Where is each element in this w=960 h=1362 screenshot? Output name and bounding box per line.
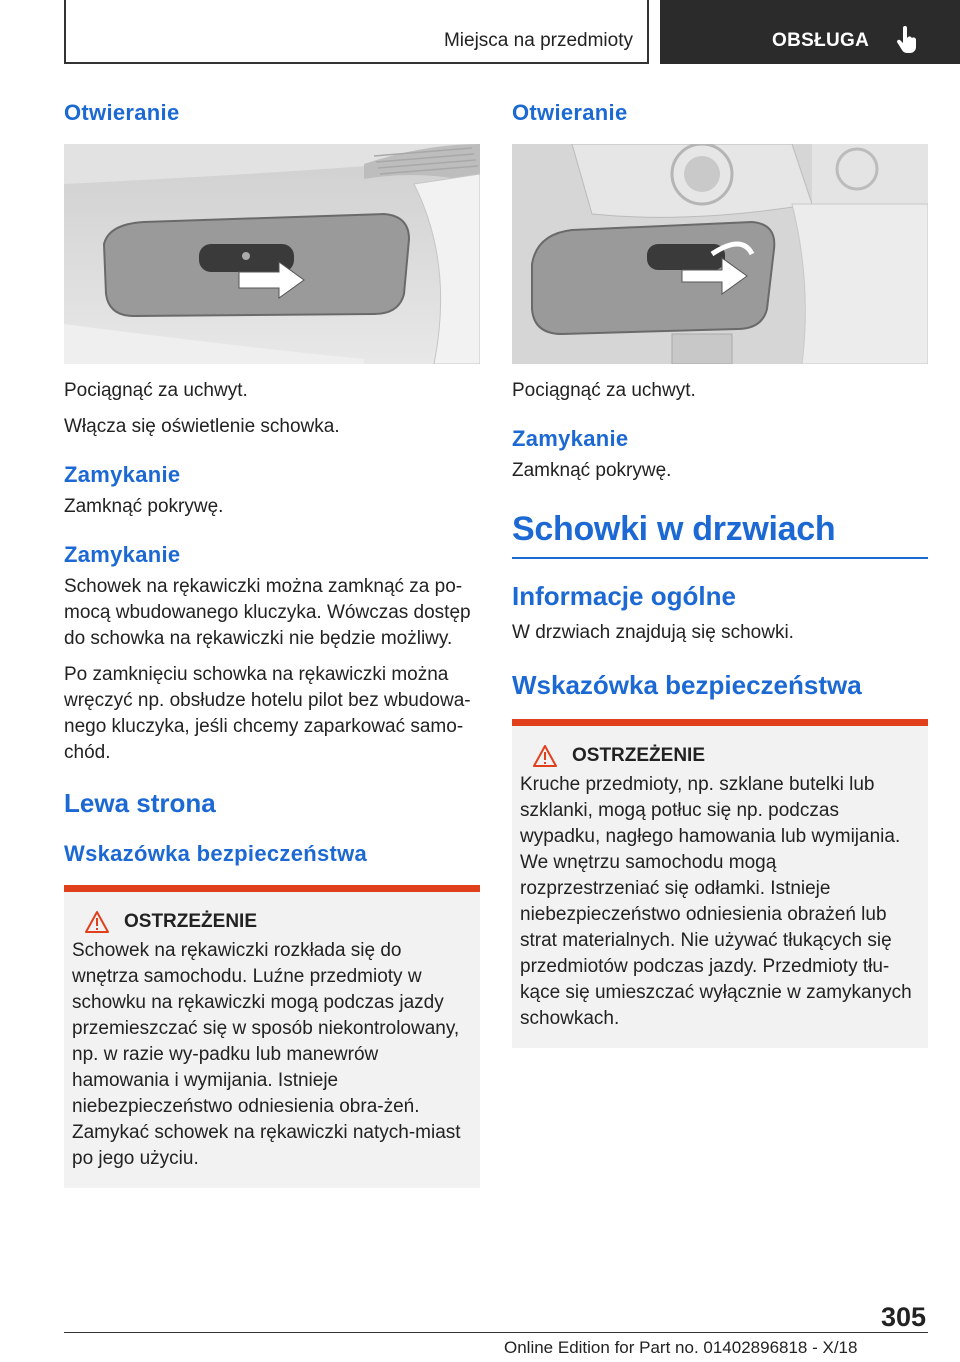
- text-close-lid-right: Zamknąć pokrywę.: [512, 460, 672, 481]
- header-frame: [64, 0, 649, 64]
- warning-title-right: OSTRZEŻENIE: [572, 745, 706, 766]
- text-close-lid-left: Zamknąć pokrywę.: [64, 496, 224, 517]
- text-lock-key: Schowek na rękawiczki można zamknąć za po-mocą wbudowanego kluczyka. Wówczas dostęp do schowka na rękawiczki nie będzie możliwy.: [64, 576, 471, 649]
- chapter-tab[interactable]: [660, 0, 960, 64]
- text-pull-handle-left: Pociągnąć za uchwyt.: [64, 380, 248, 401]
- heading-safety-left: Wskazówka bezpieczeństwa: [64, 841, 368, 866]
- heading-closing-right: Zamykanie: [512, 426, 629, 451]
- text-valet: Po zamknięciu schowka na rękawiczki można wręczyć np. obsłudze hotelu pilot bez wbudowa-nego kluczyka, jeśli chcemy zaparkować samo-chód.: [64, 664, 471, 763]
- text-light-on: Włącza się oświetlenie schowka.: [64, 416, 340, 437]
- footer-divider: [64, 1332, 928, 1333]
- warning-triangle-icon: [84, 910, 110, 934]
- warning-title-left: OSTRZEŻENIE: [124, 911, 258, 932]
- warning-box-right: [512, 719, 928, 1048]
- text-door-compartments: W drzwiach znajdują się schowki.: [512, 622, 794, 643]
- left-column: [64, 100, 480, 1188]
- heading-closing-2: Zamykanie: [64, 542, 181, 567]
- heading-opening-right: Otwieranie: [512, 100, 628, 125]
- glovebox-photo-left: [64, 144, 480, 364]
- section-title: Miejsca na przedmioty: [443, 30, 633, 51]
- heading-safety-right: Wskazówka bezpieczeństwa: [512, 670, 862, 700]
- heading-general-info: Informacje ogólne: [512, 581, 736, 611]
- heading-closing-1: Zamykanie: [64, 462, 181, 487]
- glovebox-photo-right: [512, 144, 928, 364]
- text-pull-handle-right: Pociągnąć za uchwyt.: [512, 380, 696, 401]
- right-column: [512, 100, 928, 1048]
- chapter-tab-label: OBSŁUGA: [772, 30, 870, 51]
- warning-box-left: [64, 885, 480, 1188]
- heading-left-side: Lewa strona: [64, 788, 216, 818]
- footer-edition: Online Edition for Part no. 01402896818 - X/18: [504, 1338, 858, 1357]
- page-number: 305: [880, 1302, 926, 1332]
- hand-pointer-icon: [896, 26, 918, 54]
- heading-opening-left: Otwieranie: [64, 100, 180, 125]
- chapter-title: Schowki w drzwiach: [512, 510, 928, 559]
- warning-text-left: Schowek na rękawiczki rozkłada się do wnętrza samochodu. Luźne przedmioty w schowku na rękawiczki mogą podczas jazdy przemieszczać się w sposób niekontrolowany, np. w razie wy-padku lub manewrów hamowania i wymijania. Istnieje niebezpieczeństwo odniesienia obra-żeń. Zamykać schowek na rękawiczki natych-miast po jego użyciu.: [72, 940, 461, 1169]
- warning-triangle-icon: [532, 744, 558, 768]
- warning-text-right: Kruche przedmioty, np. szklane butelki lub szklanki, mogą potłuc się np. podczas wypadku, nagłego hamowania lub wymijania. We wnętrzu samochodu mogą rozprzestrzeniać się odłamki. Istnieje niebezpieczeństwo odniesienia obrażeń lub strat materialnych. Nie używać tłukących się przedmiotów podczas jazdy. Przedmioty tłu-kące się umieszczać wyłącznie w zamykanych schowkach.: [520, 774, 912, 1029]
